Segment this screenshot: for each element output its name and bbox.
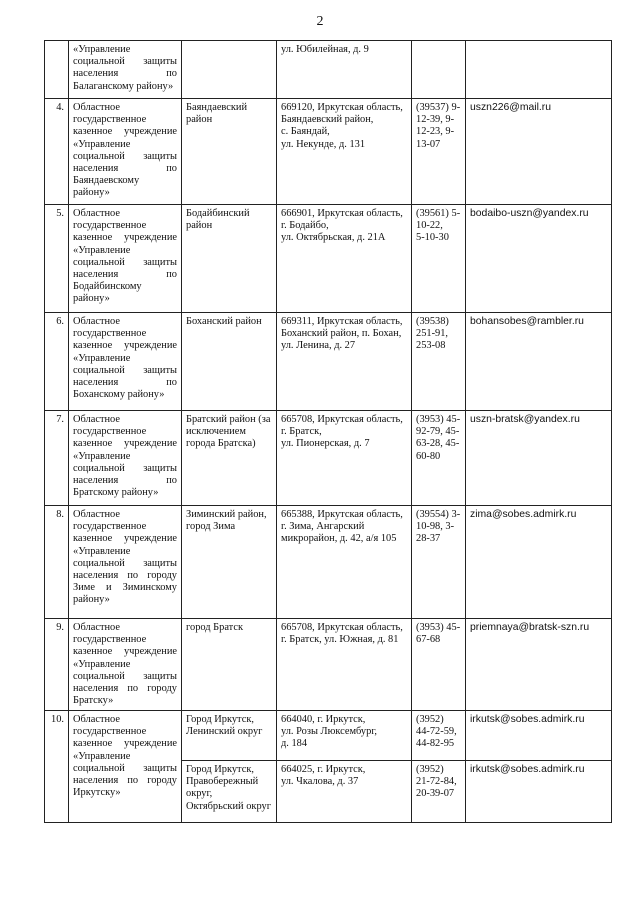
postal-address: 666901, Иркутская область, г. Бодайбо, ул. Октябрьская, д. 21А — [277, 205, 412, 313]
postal-address: 665708, Иркутская область, г. Братск, ул. Пионерская, д. 7 — [277, 411, 412, 506]
email-address: uszn-bratsk@yandex.ru — [466, 411, 612, 506]
phone-numbers: (39554) 3-10-98, 3-28-37 — [412, 506, 466, 619]
email-address: zima@sobes.admirk.ru — [466, 506, 612, 619]
postal-address: ул. Юбилейная, д. 9 — [277, 41, 412, 99]
organization-name: Областное государственное казенное учреждение «Управление социальной защиты населения по Боханскому району» — [69, 313, 182, 411]
phone-numbers: (39537) 9-12-39, 9-12-23, 9-13-07 — [412, 99, 466, 205]
phone-numbers: (3952) 44-72-59, 44-82-95 — [412, 711, 466, 761]
phone-numbers: (39561) 5-10-22, 5-10-30 — [412, 205, 466, 313]
row-number: 10. — [45, 711, 69, 823]
organization-name: Областное государственное казенное учреждение «Управление социальной защиты населения по Баяндаевскому району» — [69, 99, 182, 205]
row-number: 9. — [45, 619, 69, 711]
email-address: priemnaya@bratsk-szn.ru — [466, 619, 612, 711]
phone-numbers: (3952) 21-72-84, 20-39-07 — [412, 761, 466, 823]
service-area: Баяндаевский район — [182, 99, 277, 205]
email-address: bohansobes@rambler.ru — [466, 313, 612, 411]
service-area: Город Иркутск, Ленинский округ — [182, 711, 277, 761]
table-row — [45, 99, 612, 205]
email-address — [466, 41, 612, 99]
phone-numbers: (3953) 45-92-79, 45-63-28, 45-60-80 — [412, 411, 466, 506]
postal-address: 669311, Иркутская область, Боханский район, п. Бохан, ул. Ленина, д. 27 — [277, 313, 412, 411]
organization-name: Областное государственное казенное учреждение «Управление социальной защиты населения по Бодайбинскому району» — [69, 205, 182, 313]
page-number: 2 — [316, 14, 324, 29]
service-area: Боханский район — [182, 313, 277, 411]
table-row — [45, 619, 612, 711]
table-row — [45, 41, 612, 99]
phone-numbers — [412, 41, 466, 99]
table-row — [45, 711, 612, 761]
phone-numbers: (39538) 251-91, 253-08 — [412, 313, 466, 411]
postal-address: 669120, Иркутская область, Баяндаевский район, с. Баяндай, ул. Некунде, д. 131 — [277, 99, 412, 205]
institutions-table — [44, 40, 612, 823]
table-row — [45, 506, 612, 619]
row-number: 6. — [45, 313, 69, 411]
postal-address: 664025, г. Иркутск, ул. Чкалова, д. 37 — [277, 761, 412, 823]
service-area: Бодайбинский район — [182, 205, 277, 313]
organization-name: Областное государственное казенное учреждение «Управление социальной защиты населения по городу Зиме и Зиминскому району» — [69, 506, 182, 619]
service-area: Зиминский район, город Зима — [182, 506, 277, 619]
postal-address: 665388, Иркутская область, г. Зима, Ангарский микрорайон, д. 42, а/я 105 — [277, 506, 412, 619]
organization-name: Областное государственное казенное учреждение «Управление социальной защиты населения по Братскому району» — [69, 411, 182, 506]
row-number: 5. — [45, 205, 69, 313]
service-area: Город Иркутск, Правобережный округ, Октябрьский округ — [182, 761, 277, 823]
phone-numbers: (3953) 45-67-68 — [412, 619, 466, 711]
row-number — [45, 41, 69, 99]
table-row — [45, 205, 612, 313]
organization-name: Областное государственное казенное учреждение «Управление социальной защиты населения по городу Братску» — [69, 619, 182, 711]
email-address: bodaibo-uszn@yandex.ru — [466, 205, 612, 313]
postal-address: 664040, г. Иркутск, ул. Розы Люксембург, д. 184 — [277, 711, 412, 761]
table-row — [45, 411, 612, 506]
organization-name: Областное государственное казенное учреждение «Управление социальной защиты населения по городу Иркутску» — [69, 711, 182, 823]
email-address: irkutsk@sobes.admirk.ru — [466, 761, 612, 823]
service-area: город Братск — [182, 619, 277, 711]
service-area: Братский район (за исключением города Братска) — [182, 411, 277, 506]
email-address: uszn226@mail.ru — [466, 99, 612, 205]
row-number: 4. — [45, 99, 69, 205]
row-number: 7. — [45, 411, 69, 506]
table-row — [45, 313, 612, 411]
email-address: irkutsk@sobes.admirk.ru — [466, 711, 612, 761]
postal-address: 665708, Иркутская область, г. Братск, ул. Южная, д. 81 — [277, 619, 412, 711]
service-area — [182, 41, 277, 99]
organization-name: «Управление социальной защиты населения по Балаганскому району» — [69, 41, 182, 99]
row-number: 8. — [45, 506, 69, 619]
